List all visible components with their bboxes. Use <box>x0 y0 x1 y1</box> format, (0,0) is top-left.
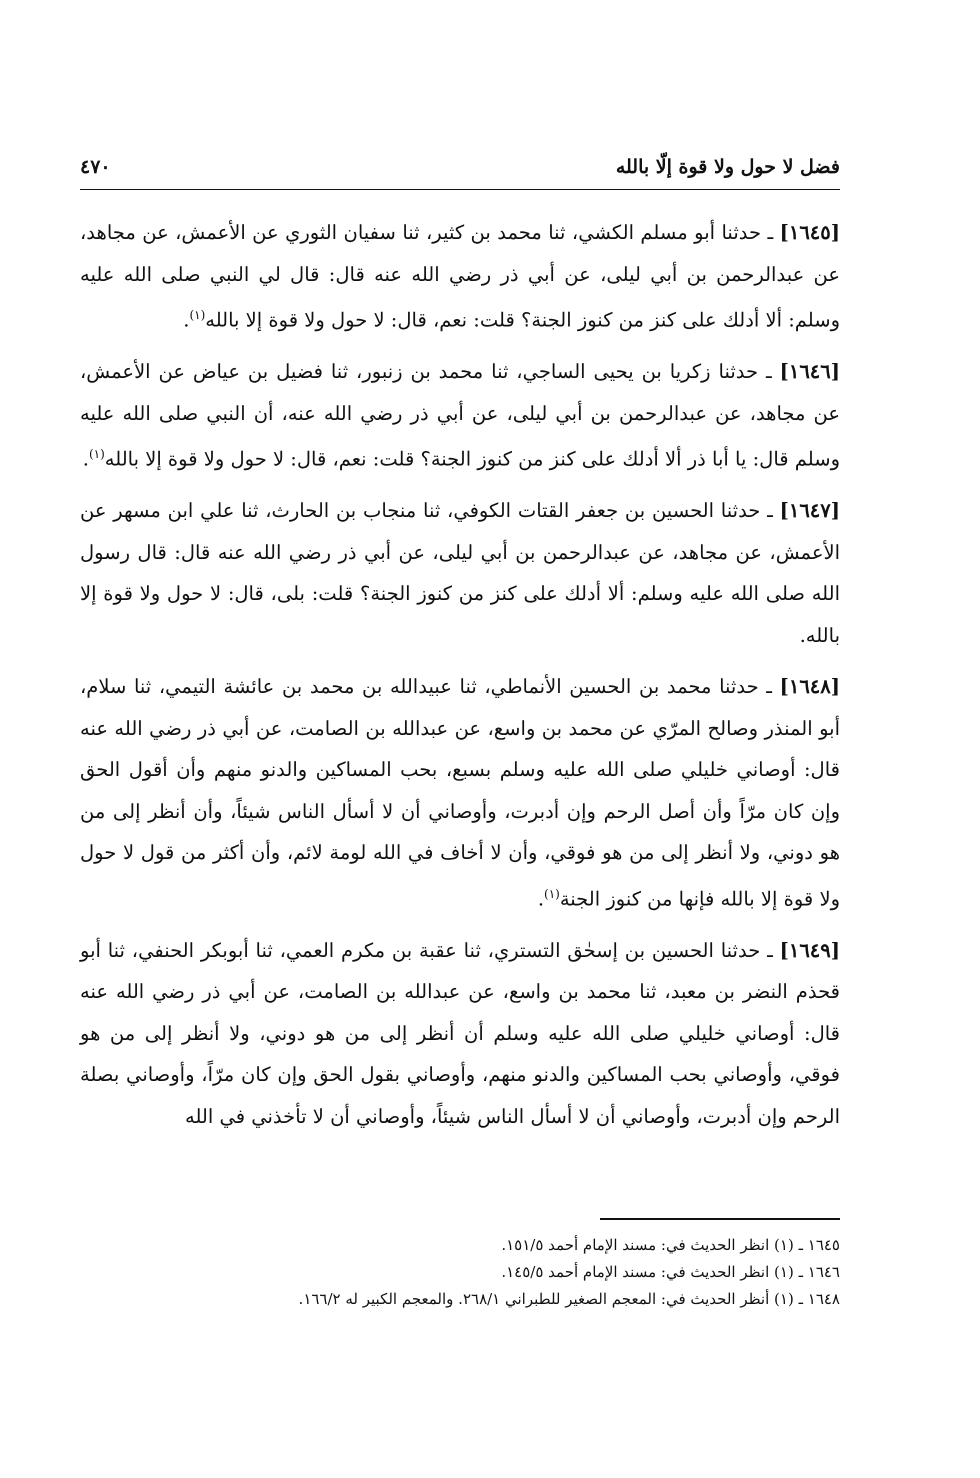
hadith-end: . <box>537 887 545 910</box>
footnote-mark: (١) <box>88 447 105 461</box>
hadith-number: [١٦٤٩] <box>779 938 840 962</box>
hadith-text: ـ حدثنا زكريا بن يحيى الساجي، ثنا محمد بن زنبور، ثنا فضيل بن عياض عن الأعمش، عن مجاهد، عن عبدالرحمن بن أبي ليلى، عن أبي ذر رضي الله عنه، أن النبي صلى الله عليه وسلم قال: يا أبا ذر ألا أدلك على كنز من كنوز الجنة؟ قلت: نعم، قال: لا حول ولا قوة إلا بالله <box>80 360 840 471</box>
footnote-rule <box>600 1218 840 1220</box>
footnotes <box>80 1232 840 1313</box>
hadith-number: [١٦٤٥] <box>779 221 840 244</box>
page-number: ٤٧٠ <box>80 156 111 178</box>
hadith-1646 <box>80 351 840 480</box>
footnote-mark: (١) <box>189 308 206 322</box>
hadith-1647 <box>80 490 840 656</box>
header-rule <box>80 189 840 190</box>
hadith-number: [١٦٤٨] <box>779 675 840 698</box>
hadith-text: ـ حدثنا الحسين بن جعفر القتات الكوفي، ثنا منجاب بن الحارث، ثنا علي ابن مسهر عن الأعمش، عن مجاهد، عن عبدالرحمن بن أبي ليلى، عن أبي ذر رضي الله عنه قال: قال رسول الله صلى الله عليه وسلم: ألا أدلك على كنز من كنوز الجنة؟ قلت: بلى، قال: لا حول ولا قوة إلا بالله. <box>80 499 840 647</box>
hadith-text: ـ حدثنا محمد بن الحسين الأنماطي، ثنا عبيدالله بن محمد بن عائشة التيمي، ثنا سلام، أبو المنذر وصالح المرّي عن محمد بن واسع، عن عبدالله بن الصامت، عن أبي ذر رضي الله عنه قال: أوصاني خليلي صلى الله عليه وسلم بسبع، بحب المساكين والدنو منهم وأن أقول الحق وإن كان مرّاً وأن أصل الرحم وإن أدبرت، وأوصاني أن لا أسأل الناس شيئاً، وأن أنظر إلى من هو دوني، ولا أنظر إلى من هو فوقي، وأن لا أخاف في الله لومة لائم، وأن أكثر من قول لا حول ولا قوة إلا بالله فإنها من كنوز الجنة <box>80 675 840 910</box>
hadith-1648 <box>80 666 840 920</box>
hadith-end: . <box>82 447 89 471</box>
page-title: فضل لا حول ولا قوة إلّا بالله <box>615 156 840 178</box>
hadith-1645 <box>80 212 840 341</box>
hadith-end: . <box>183 308 190 332</box>
hadith-1649 <box>80 930 840 1138</box>
footnote-1648: ١٦٤٨ ـ (١) أنظر الحديث في: المعجم الصغير للطبراني ٢٦٨/١. والمعجم الكبير له ١٦٦/٢. <box>298 1290 840 1308</box>
page-header <box>80 150 840 184</box>
hadith-number: [١٦٤٦] <box>779 360 840 383</box>
main-text <box>80 212 840 1147</box>
footnote-1646: ١٦٤٦ ـ (١) انظر الحديث في: مسند الإمام أحمد ١٤٥/٥. <box>501 1263 840 1281</box>
footnote-1645: ١٦٤٥ ـ (١) انظر الحديث في: مسند الإمام أحمد ١٥١/٥. <box>501 1236 840 1254</box>
hadith-number: [١٦٤٧] <box>779 499 840 522</box>
hadith-text: ـ حدثنا الحسين بن إسحٰق التستري، ثنا عقبة بن مكرم العمي، ثنا أبوبكر الحنفي، ثنا أبو قحذم النضر بن معبد، ثنا محمد بن واسع، عن عبدالله بن الصامت، عن أبي ذر رضي الله عنه قال: أوصاني خليلي صلى الله عليه وسلم أن أنظر إلى من هو دوني، ولا أنظر إلى من هو فوقي، وأوصاني بحب المساكين والدنو منهم، وأوصاني بقول الحق وإن كان مرّاً، وأوصاني بصلة الرحم وإن أدبرت، وأوصاني أن لا أسأل الناس شيئاً، وأوصاني أن لا تأخذني في الله <box>80 938 840 1128</box>
hadith-text: ـ حدثنا أبو مسلم الكشي، ثنا محمد بن كثير، ثنا سفيان الثوري عن الأعمش، عن مجاهد، عن عبدالرحمن بن أبي ليلى، عن أبي ذر رضي الله عنه قال: قال لي النبي صلى الله عليه وسلم: ألا أدلك على كنز من كنوز الجنة؟ قلت: نعم، قال: لا حول ولا قوة إلا بالله <box>80 221 840 332</box>
footnote-mark: (١) <box>544 886 560 901</box>
